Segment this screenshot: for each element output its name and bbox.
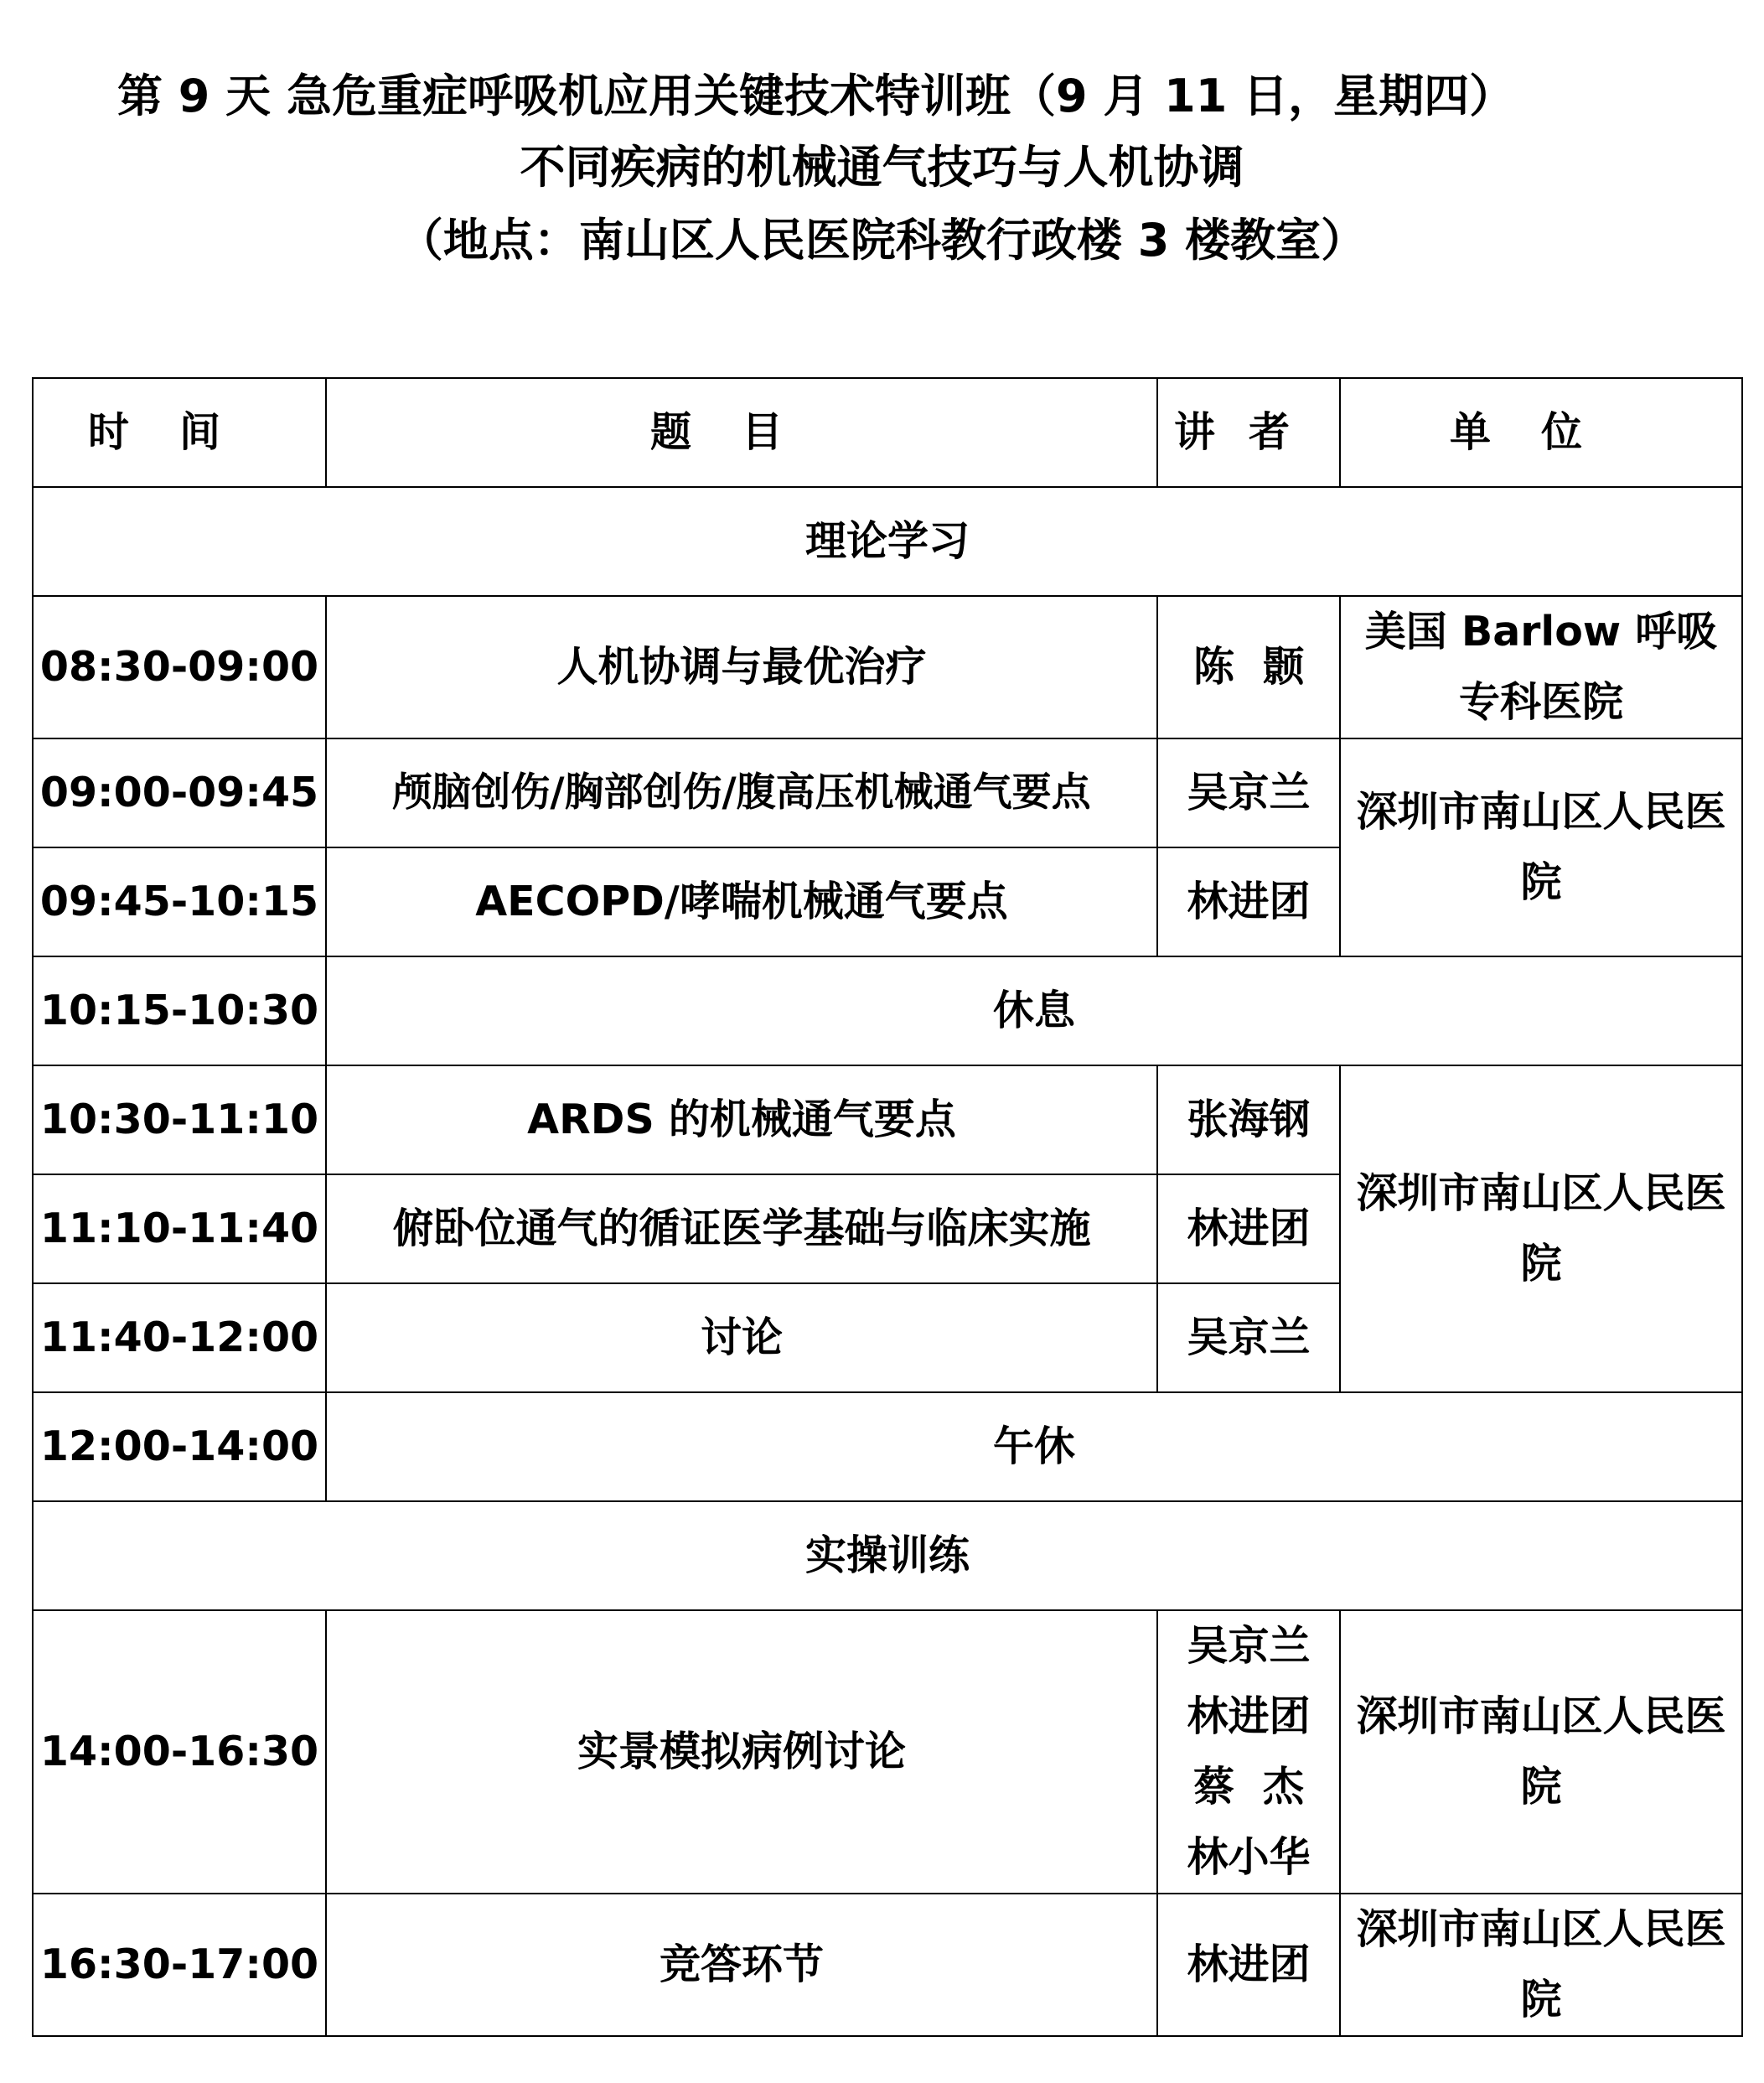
header-unit: 单位 [1340, 378, 1742, 487]
speaker-cell: 张海钢 [1157, 1065, 1340, 1174]
topic-cell: 讨论 [326, 1283, 1157, 1392]
time-cell: 11:10-11:40 [33, 1174, 326, 1283]
table-row [33, 596, 1742, 738]
header-speaker: 讲者 [1157, 378, 1340, 487]
table-row [33, 1392, 1742, 1501]
title-day-course: 第 9 天 急危重症呼吸机应用关键技术特训班（9 月 11 日，星期四） [117, 70, 1515, 122]
unit-cell: 深圳市南山区人民医院 [1340, 1610, 1742, 1894]
table-row [33, 1610, 1742, 1894]
table-row [33, 1894, 1742, 2036]
header-time: 时间 [33, 378, 326, 487]
title-location: （地点：南山区人民医院科教行政楼 3 楼教室） [397, 214, 1367, 267]
speaker-cell: 林进团 [1157, 847, 1340, 956]
speaker-list-cell [1157, 1610, 1340, 1894]
section-title: 实操训练 [33, 1501, 1742, 1610]
break-cell: 午休 [326, 1392, 1742, 1501]
time-cell: 08:30-09:00 [33, 596, 326, 738]
schedule-table [32, 377, 1743, 2037]
table-row [33, 1065, 1742, 1174]
speaker-cell: 吴京兰 [1157, 738, 1340, 847]
topic-cell: 竞答环节 [326, 1894, 1157, 2036]
unit-cell: 美国 Barlow 呼吸专科医院 [1340, 596, 1742, 738]
header-topic: 题目 [326, 378, 1157, 487]
time-cell: 14:00-16:30 [33, 1610, 326, 1894]
time-cell: 12:00-14:00 [33, 1392, 326, 1501]
speaker-name: 林小华 [1187, 1833, 1311, 1881]
speaker-name: 吴京兰 [1187, 1622, 1311, 1670]
speaker-cell: 林进团 [1157, 1174, 1340, 1283]
time-cell: 16:30-17:00 [33, 1894, 326, 2036]
topic-cell: ARDS 的机械通气要点 [326, 1065, 1157, 1174]
section-row-practice [33, 1501, 1742, 1610]
section-title: 理论学习 [33, 487, 1742, 596]
speaker-cell: 吴京兰 [1157, 1283, 1340, 1392]
time-cell: 09:45-10:15 [33, 847, 326, 956]
topic-cell: 人机协调与最优治疗 [326, 596, 1157, 738]
time-cell: 10:30-11:10 [33, 1065, 326, 1174]
time-cell: 10:15-10:30 [33, 956, 326, 1065]
time-cell: 09:00-09:45 [33, 738, 326, 847]
topic-cell: 颅脑创伤/胸部创伤/腹高压机械通气要点 [326, 738, 1157, 847]
table-header-row [33, 378, 1742, 487]
table-row [33, 956, 1742, 1065]
speaker-name: 林进团 [1187, 1692, 1311, 1740]
section-row-theory [33, 487, 1742, 596]
topic-cell: AECOPD/哮喘机械通气要点 [326, 847, 1157, 956]
time-cell: 11:40-12:00 [33, 1283, 326, 1392]
speaker-cell: 林进团 [1157, 1894, 1340, 2036]
break-cell: 休息 [326, 956, 1742, 1065]
speaker-cell: 陈 颢 [1157, 596, 1340, 738]
unit-cell: 深圳市南山区人民医院 [1340, 1065, 1742, 1392]
topic-cell: 实景模拟病例讨论 [326, 1610, 1157, 1894]
unit-cell: 深圳市南山区人民医院 [1340, 738, 1742, 956]
table-row [33, 738, 1742, 847]
title-subject: 不同疾病的机械通气技巧与人机协调 [520, 141, 1244, 194]
speaker-name: 蔡 杰 [1192, 1763, 1305, 1811]
unit-cell: 深圳市南山区人民医院 [1340, 1894, 1742, 2036]
topic-cell: 俯卧位通气的循证医学基础与临床实施 [326, 1174, 1157, 1283]
